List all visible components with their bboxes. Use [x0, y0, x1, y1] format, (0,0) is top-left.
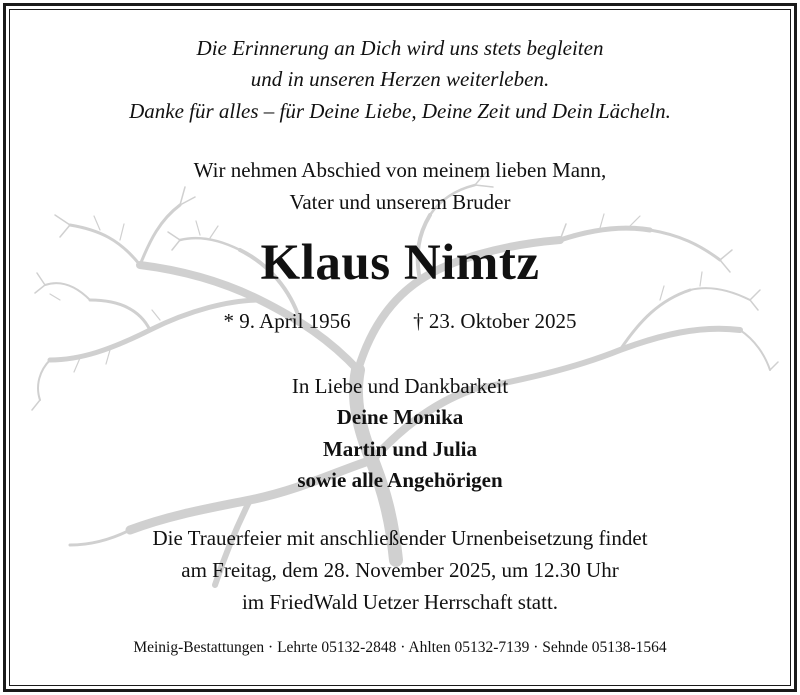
mourners-lead: In Liebe und Dankbarkeit — [291, 374, 509, 398]
verse-line-3: Danke für alles – für Deine Liebe, Deine Zeit und Dein Lächeln. — [129, 99, 671, 123]
life-dates — [0, 309, 800, 334]
verse-line-1: Die Erinnerung an Dich wird uns stets begleiten — [196, 36, 604, 60]
verse-line-2: und in unseren Herzen weiterleben. — [250, 67, 550, 91]
mourner-name: Martin und Julia — [322, 437, 478, 461]
service-line-1: Die Trauerfeier mit anschließender Urnenbeisetzung findet — [152, 526, 648, 550]
service-line-2: am Freitag, dem 28. November 2025, um 12.30 Uhr — [181, 558, 619, 582]
death-date: † 23. Oktober 2025 — [413, 309, 577, 333]
intro-line-2: Vater und unserem Bruder — [289, 190, 511, 214]
deceased-name: Klaus Nimtz — [260, 235, 540, 291]
intro-line-1: Wir nehmen Abschied von meinem lieben Mann, — [193, 158, 607, 182]
birth-date: * 9. April 1956 — [223, 309, 351, 333]
mourner-name: sowie alle Angehörigen — [297, 468, 503, 492]
service-line-3: im FriedWald Uetzer Herrschaft statt. — [241, 590, 559, 614]
mourner-name: Deine Monika — [336, 405, 464, 429]
funeral-home-footer: Meinig-Bestattungen · Lehrte 05132-2848 · Ahlten 05132-7139 · Sehnde 05138-1564 — [133, 639, 667, 656]
